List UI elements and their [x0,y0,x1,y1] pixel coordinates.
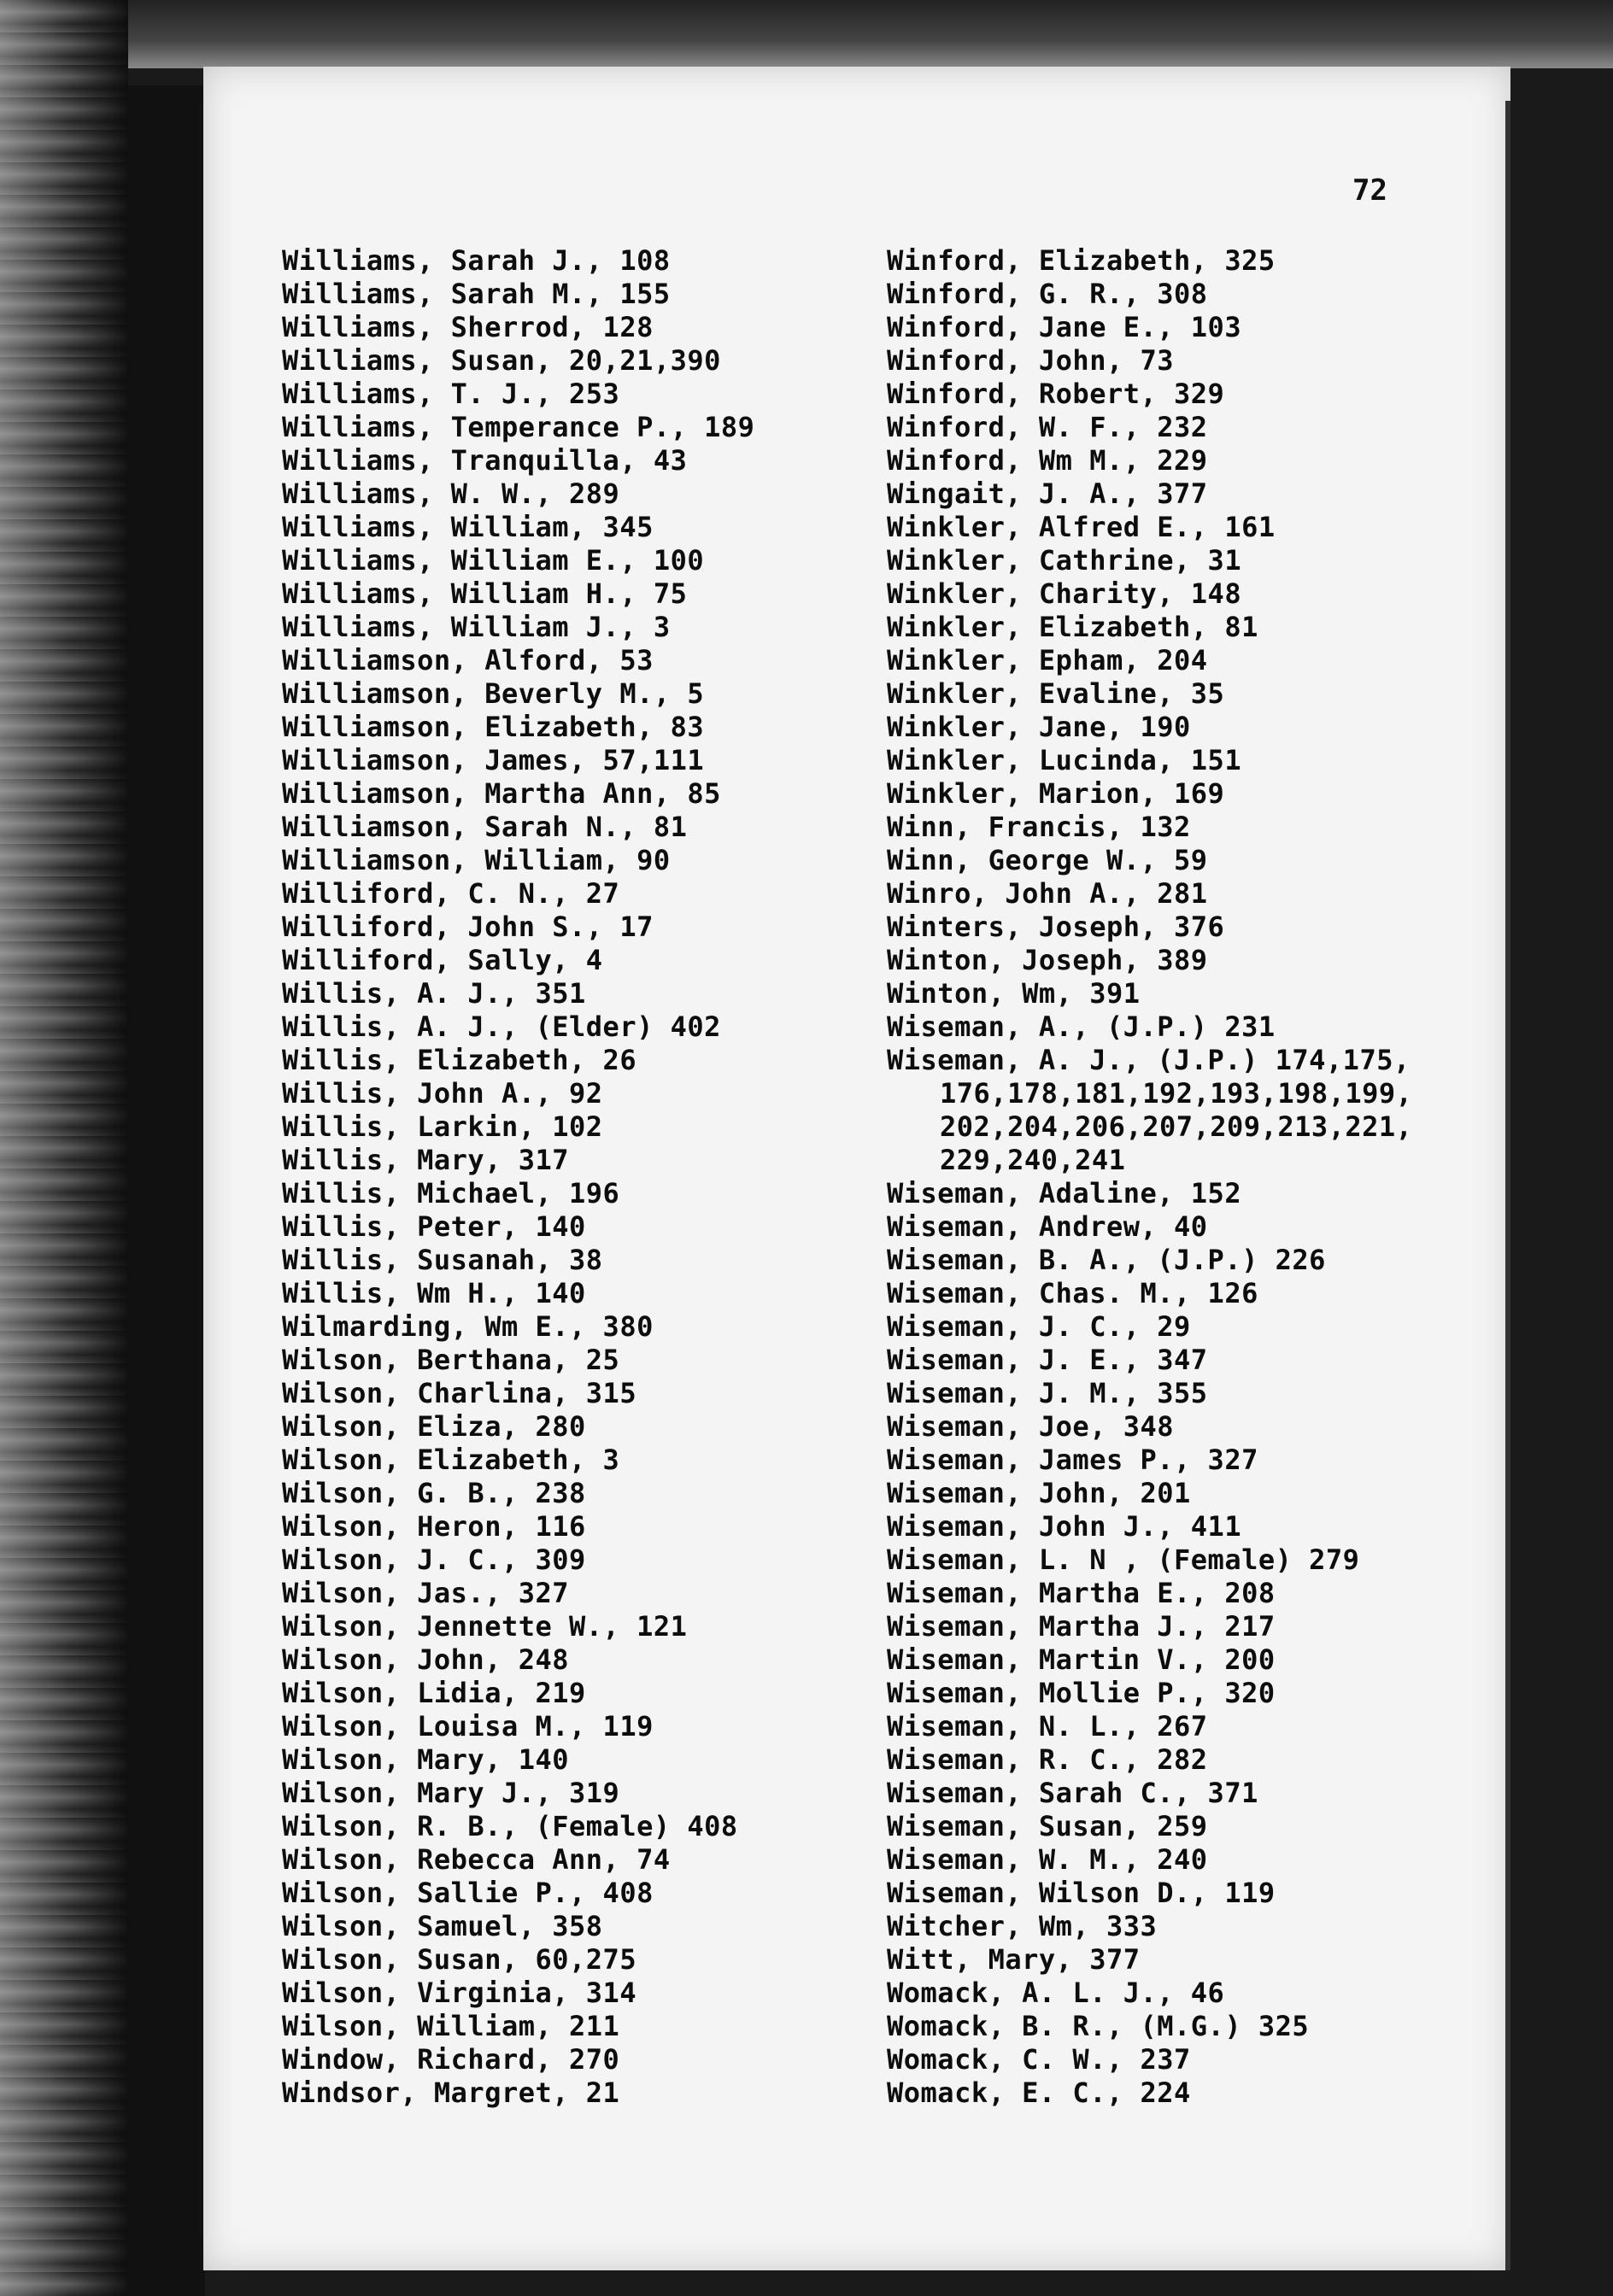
index-entry: Williams, T. J., 253 [282,378,620,410]
index-entry: Williams, Sarah J., 108 [282,244,671,277]
binding-gutter [128,85,205,2296]
index-column-left [282,244,829,2110]
page-edge [1505,101,1510,2270]
scan-top-border [0,0,1613,68]
index-entry: Wiseman, J. E., 347 [887,1344,1208,1376]
index-entry: Winford, G. R., 308 [887,278,1208,310]
index-entry: Williams, William, 345 [282,511,654,543]
index-entry: Williamson, Sarah N., 81 [282,811,688,843]
index-entry: Wiseman, James P., 327 [887,1444,1258,1476]
index-entry: Williford, C. N., 27 [282,877,620,910]
index-entry: Wiseman, John J., 411 [887,1510,1242,1543]
index-entry: Winters, Joseph, 376 [887,911,1225,943]
index-entry: Wilson, John, 248 [282,1643,570,1676]
index-entry: Witcher, Wm, 333 [887,1910,1158,1942]
index-entry: Winkler, Elizabeth, 81 [887,611,1258,643]
index-entry: Winkler, Jane, 190 [887,711,1191,743]
adjacent-page-shadow [0,0,128,2296]
index-entry: Williamson, Beverly M., 5 [282,677,705,710]
index-entry: Wiseman, N. L., 267 [887,1710,1208,1742]
index-entry: Womack, C. W., 237 [887,2043,1191,2076]
index-column-right [887,244,1485,2110]
index-entry: Wiseman, John, 201 [887,1477,1191,1509]
index-entry: Willis, Susanah, 38 [282,1244,603,1276]
index-entry: Williamson, Martha Ann, 85 [282,777,721,810]
index-entry: Wilson, Rebecca Ann, 74 [282,1843,671,1876]
index-entry: Wiseman, L. N , (Female) 279 [887,1543,1360,1576]
index-entry: Wiseman, Martin V., 200 [887,1643,1276,1676]
index-entry: Williams, William H., 75 [282,577,688,610]
index-entry: Williams, W. W., 289 [282,477,620,510]
index-entry: Wilson, Samuel, 358 [282,1910,603,1942]
index-entry: Wilson, Charlina, 315 [282,1377,637,1409]
index-entry: Wiseman, A. J., (J.P.) 174,175, [887,1044,1411,1076]
index-entry: Wilmarding, Wm E., 380 [282,1310,654,1343]
index-entry: Wiseman, Sarah C., 371 [887,1777,1258,1809]
index-entry: Williams, Susan, 20,21,390 [282,344,721,377]
index-entry: 202,204,206,207,209,213,221, [940,1110,1413,1143]
index-entry: Willis, Mary, 317 [282,1144,570,1176]
index-entry: Williams, William J., 3 [282,611,671,643]
index-entry: Winn, Francis, 132 [887,811,1191,843]
index-entry: Willis, Larkin, 102 [282,1110,603,1143]
index-entry: Winton, Joseph, 389 [887,944,1208,976]
index-entry: Winkler, Epham, 204 [887,644,1208,676]
index-entry: Wiseman, B. A., (J.P.) 226 [887,1244,1326,1276]
page-number: 72 [1352,173,1387,208]
index-entry: Wilson, Lidia, 219 [282,1677,586,1709]
index-entry: Womack, A. L. J., 46 [887,1977,1225,2009]
index-entry: 229,240,241 [940,1144,1126,1176]
index-entry: Wiseman, Joe, 348 [887,1410,1175,1443]
index-entry: Wiseman, Martha E., 208 [887,1577,1276,1609]
index-entry: Wilson, G. B., 238 [282,1477,586,1509]
index-entry: Willis, A. J., (Elder) 402 [282,1010,721,1043]
index-entry: Wilson, Mary J., 319 [282,1777,620,1809]
index-entry: Williams, Sarah M., 155 [282,278,671,310]
index-entry: Wiseman, Andrew, 40 [887,1210,1208,1243]
index-entry: Wiseman, W. M., 240 [887,1843,1208,1876]
index-entry: Wiseman, Martha J., 217 [887,1610,1276,1643]
index-entry: Winkler, Cathrine, 31 [887,544,1242,577]
index-entry: Willis, Peter, 140 [282,1210,586,1243]
index-entry: Womack, E. C., 224 [887,2076,1191,2109]
index-entry: Winford, John, 73 [887,344,1175,377]
index-entry: Wiseman, J. M., 355 [887,1377,1208,1409]
index-entry: Winn, George W., 59 [887,844,1208,876]
index-entry: Winford, W. F., 232 [887,411,1208,443]
index-entry: Willis, Michael, 196 [282,1177,620,1210]
index-entry: Witt, Mary, 377 [887,1943,1141,1976]
index-entry: Wilson, Sallie P., 408 [282,1877,654,1909]
index-entry: Wilson, Heron, 116 [282,1510,586,1543]
index-entry: Wilson, Mary, 140 [282,1743,570,1776]
index-entry: Williamson, Elizabeth, 83 [282,711,705,743]
index-entry: Winkler, Marion, 169 [887,777,1225,810]
index-entry: Womack, B. R., (M.G.) 325 [887,2010,1310,2042]
index-entry: Williford, John S., 17 [282,911,654,943]
index-entry: Winkler, Lucinda, 151 [887,744,1242,776]
index-entry: Wilson, R. B., (Female) 408 [282,1810,738,1842]
index-entry: Willis, Wm H., 140 [282,1277,586,1309]
index-entry: Wiseman, Wilson D., 119 [887,1877,1276,1909]
index-entry: Wiseman, R. C., 282 [887,1743,1208,1776]
index-entry: 176,178,181,192,193,198,199, [940,1077,1413,1110]
index-entry: Winkler, Evaline, 35 [887,677,1225,710]
index-entry: Wiseman, J. C., 29 [887,1310,1191,1343]
index-entry: Williamson, William, 90 [282,844,671,876]
index-entry: Wiseman, Chas. M., 126 [887,1277,1258,1309]
index-entry: Winford, Jane E., 103 [887,311,1242,343]
index-entry: Wingait, J. A., 377 [887,477,1208,510]
index-entry: Williams, William E., 100 [282,544,705,577]
index-entry: Window, Richard, 270 [282,2043,620,2076]
index-entry: Winkler, Charity, 148 [887,577,1242,610]
index-entry: Wiseman, Adaline, 152 [887,1177,1242,1210]
index-entry: Wilson, Jennette W., 121 [282,1610,688,1643]
index-entry: Wilson, Susan, 60,275 [282,1943,637,1976]
index-entry: Winford, Elizabeth, 325 [887,244,1276,277]
index-entry: Wiseman, Mollie P., 320 [887,1677,1276,1709]
index-entry: Williams, Temperance P., 189 [282,411,755,443]
index-entry: Winro, John A., 281 [887,877,1208,910]
index-entry: Willis, John A., 92 [282,1077,603,1110]
index-entry: Wilson, J. C., 309 [282,1543,586,1576]
index-entry: Wiseman, Susan, 259 [887,1810,1208,1842]
index-entry: Winton, Wm, 391 [887,977,1141,1010]
index-entry: Wilson, Virginia, 314 [282,1977,637,2009]
index-entry: Willis, A. J., 351 [282,977,586,1010]
index-entry: Winford, Robert, 329 [887,378,1225,410]
index-entry: Williams, Tranquilla, 43 [282,444,688,477]
index-entry: Williamson, Alford, 53 [282,644,654,676]
index-entry: Williamson, James, 57,111 [282,744,705,776]
index-entry: Wilson, William, 211 [282,2010,620,2042]
index-page [203,67,1510,2270]
index-entry: Wiseman, A., (J.P.) 231 [887,1010,1276,1043]
index-entry: Windsor, Margret, 21 [282,2076,620,2109]
index-entry: Willis, Elizabeth, 26 [282,1044,637,1076]
index-entry: Williford, Sally, 4 [282,944,603,976]
index-entry: Wilson, Berthana, 25 [282,1344,620,1376]
index-entry: Winford, Wm M., 229 [887,444,1208,477]
index-entry: Wilson, Louisa M., 119 [282,1710,654,1742]
index-entry: Wilson, Jas., 327 [282,1577,570,1609]
index-entry: Wilson, Eliza, 280 [282,1410,586,1443]
index-entry: Wilson, Elizabeth, 3 [282,1444,620,1476]
index-entry: Winkler, Alfred E., 161 [887,511,1276,543]
index-entry: Williams, Sherrod, 128 [282,311,654,343]
